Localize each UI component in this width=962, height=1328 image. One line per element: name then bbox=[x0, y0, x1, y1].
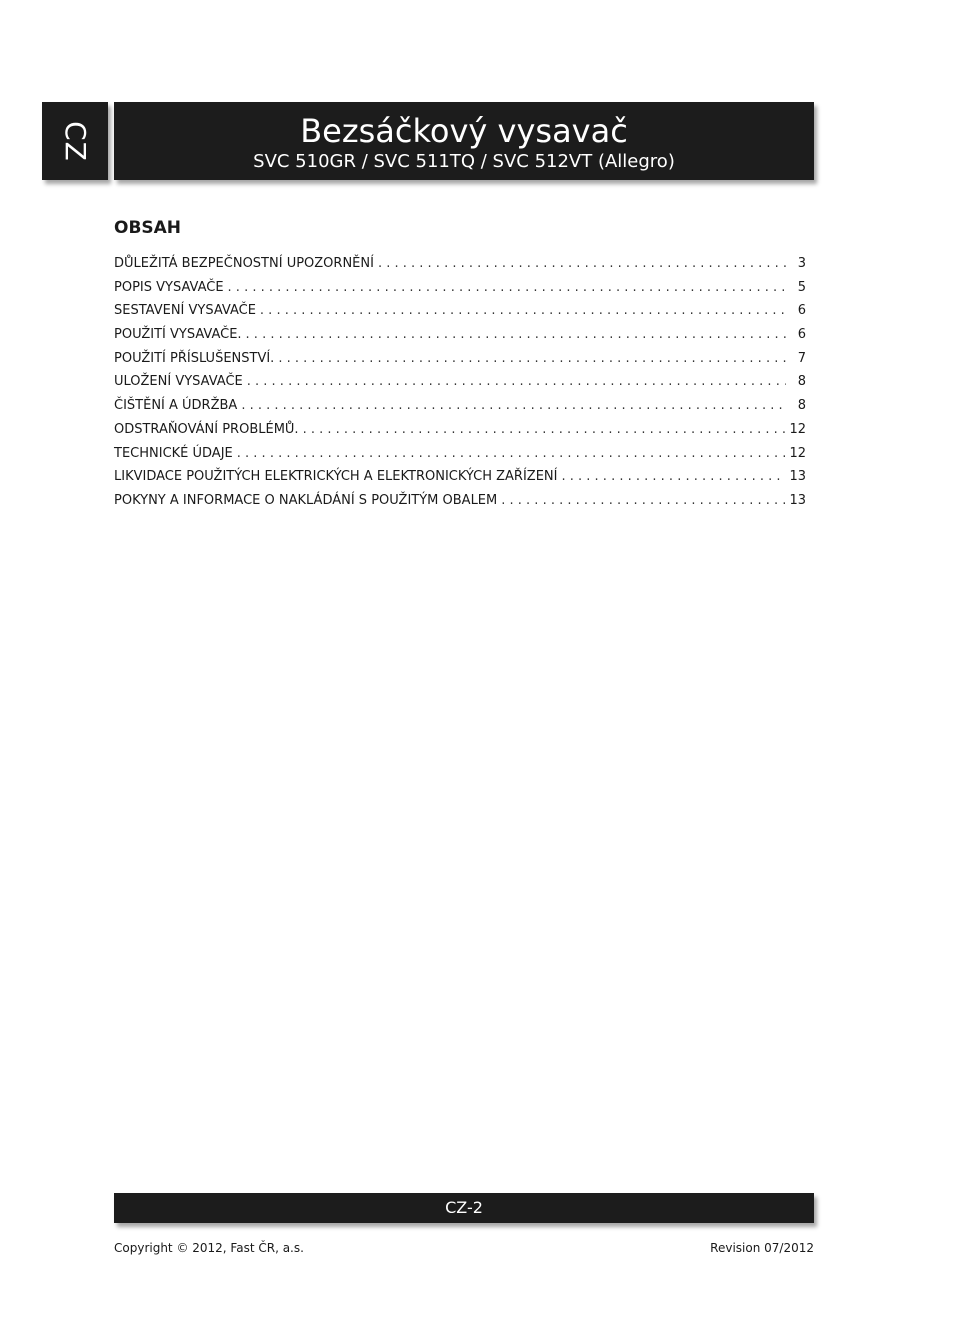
toc-item-page: 12 bbox=[789, 445, 806, 461]
dot-leader bbox=[228, 280, 786, 295]
dot-leader bbox=[247, 374, 786, 389]
toc-item-page: 6 bbox=[797, 303, 806, 319]
table-of-contents bbox=[114, 256, 806, 517]
dot-leader bbox=[278, 351, 786, 366]
toc-item[interactable] bbox=[114, 469, 806, 493]
dot-leader bbox=[378, 256, 786, 271]
toc-item-label: TECHNICKÉ ÚDAJE bbox=[114, 445, 233, 461]
toc-item-page: 6 bbox=[797, 327, 806, 343]
toc-item[interactable] bbox=[114, 280, 806, 304]
toc-item-label: POKYNY A INFORMACE O NAKLÁDÁNÍ S POUŽITÝM OBALEM bbox=[114, 492, 498, 508]
toc-item-page: 8 bbox=[797, 374, 806, 390]
toc-item-label: POUŽITÍ VYSAVAČE. bbox=[114, 327, 242, 343]
toc-item-label: ČIŠTĚNÍ A ÚDRŽBA bbox=[114, 398, 238, 414]
dot-leader bbox=[303, 422, 786, 437]
copyright-text: Copyright © 2012, Fast ČR, a.s. bbox=[114, 1241, 304, 1255]
title-banner bbox=[114, 102, 814, 180]
document-title: Bezsáčkový vysavač bbox=[300, 112, 628, 150]
toc-item[interactable] bbox=[114, 398, 806, 422]
dot-leader bbox=[501, 493, 785, 508]
revision-text: Revision 07/2012 bbox=[710, 1241, 814, 1255]
toc-item[interactable] bbox=[114, 422, 806, 446]
toc-item-label: LIKVIDACE POUŽITÝCH ELEKTRICKÝCH A ELEKTRONICKÝCH ZAŘÍZENÍ bbox=[114, 469, 558, 485]
model-subtitle: SVC 510GR / SVC 511TQ / SVC 512VT (Allegro) bbox=[253, 151, 675, 172]
toc-item-label: SESTAVENÍ VYSAVAČE bbox=[114, 303, 256, 319]
toc-item-page: 3 bbox=[797, 256, 806, 271]
toc-item-page: 8 bbox=[797, 398, 806, 414]
toc-item[interactable] bbox=[114, 374, 806, 398]
toc-item[interactable] bbox=[114, 303, 806, 327]
toc-item[interactable] bbox=[114, 493, 806, 517]
toc-item[interactable] bbox=[114, 327, 806, 351]
toc-item-label: POPIS VYSAVAČE bbox=[114, 279, 224, 295]
toc-item-label: DŮLEŽITÁ BEZPEČNOSTNÍ UPOZORNĚNÍ bbox=[114, 256, 374, 271]
toc-item-page: 12 bbox=[789, 421, 806, 437]
toc-item-page: 7 bbox=[797, 350, 806, 366]
page-number-bar bbox=[114, 1193, 814, 1223]
dot-leader bbox=[561, 469, 785, 484]
toc-item[interactable] bbox=[114, 351, 806, 375]
toc-item[interactable] bbox=[114, 256, 806, 280]
page-number: CZ-2 bbox=[445, 1198, 483, 1217]
toc-item-page: 13 bbox=[789, 469, 806, 485]
dot-leader bbox=[241, 398, 786, 413]
toc-item-label: ULOŽENÍ VYSAVAČE bbox=[114, 374, 243, 390]
dot-leader bbox=[260, 303, 786, 318]
language-tab bbox=[42, 102, 108, 180]
toc-item[interactable] bbox=[114, 446, 806, 470]
toc-item-page: 13 bbox=[789, 492, 806, 508]
toc-heading: OBSAH bbox=[114, 218, 182, 238]
dot-leader bbox=[237, 446, 786, 461]
toc-item-label: ODSTRAŇOVÁNÍ PROBLÉMŮ. bbox=[114, 421, 299, 437]
language-tab-label: CZ bbox=[58, 120, 92, 162]
dot-leader bbox=[246, 327, 786, 342]
toc-item-page: 5 bbox=[797, 279, 806, 295]
toc-item-label: POUŽITÍ PŘÍSLUŠENSTVÍ. bbox=[114, 350, 275, 366]
